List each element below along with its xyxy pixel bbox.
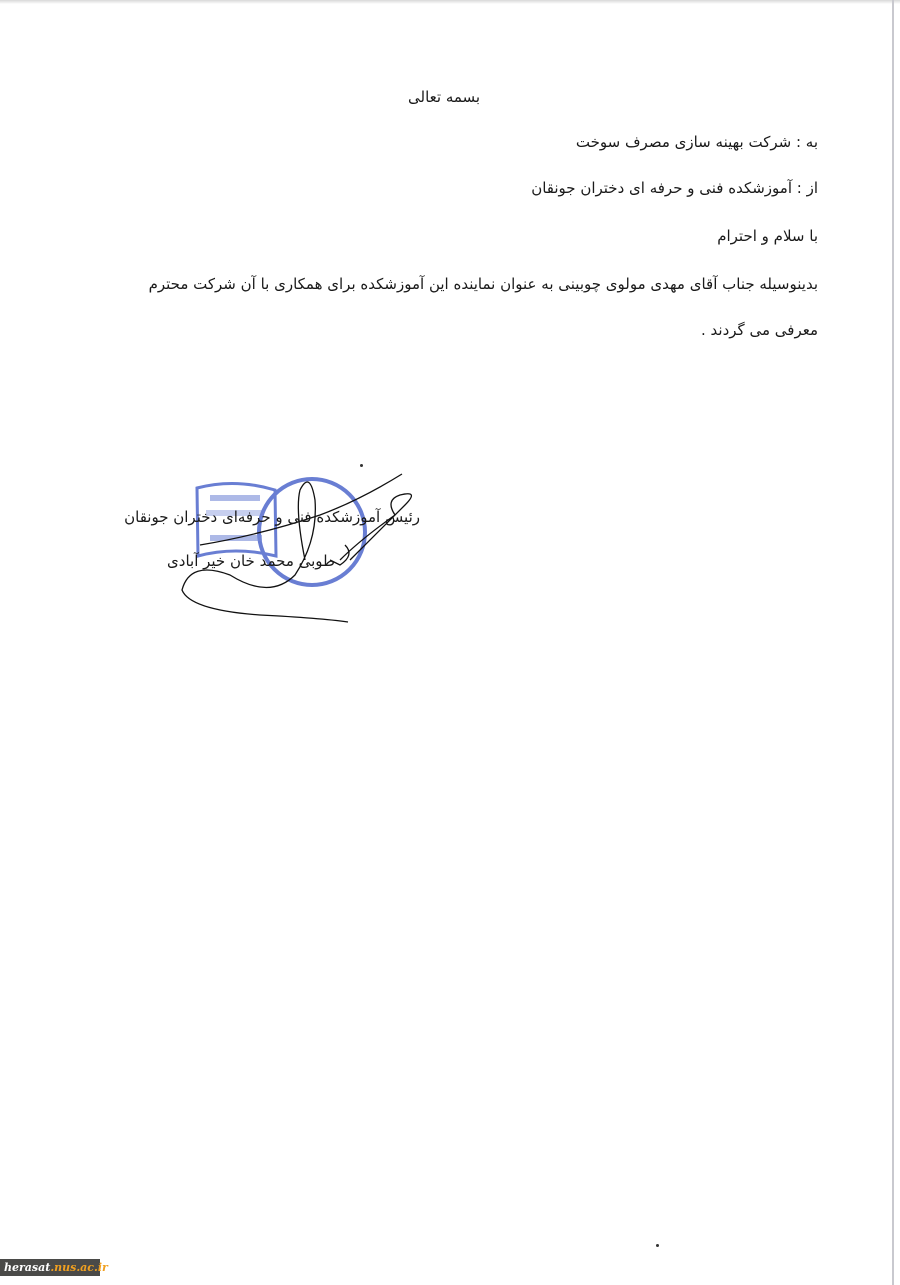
signatory-title: رئیس آموزشکده فنی و حرفه‌ای دختران جونقان (124, 508, 420, 526)
letter-body-line2: معرفی می گردند . (701, 321, 818, 339)
scan-speck (656, 1244, 659, 1247)
watermark-part2: .nus.ac.ir (50, 1261, 108, 1274)
signature (182, 474, 411, 622)
letter-body-line1: بدینوسیله جناب آقای مهدی مولوی چوبینی به عنوان نماینده این آموزشکده برای همکاری با آن شرکت محترم (148, 275, 818, 293)
scan-right-edge (892, 0, 894, 1285)
watermark-part1: herasat (4, 1261, 51, 1274)
letter-heading: بسمه تعالی (408, 88, 481, 106)
letter-greeting: با سلام و احترام (717, 227, 818, 245)
scan-speck (360, 464, 363, 467)
watermark (0, 1259, 108, 1276)
letter-to: به : شرکت بهینه سازی مصرف سوخت (575, 133, 818, 151)
scan-top-edge (0, 0, 900, 4)
letter-from: از : آموزشکده فنی و حرفه ای دختران جونقان (531, 179, 818, 197)
signatory-name: طوبی محمد خان خیر آبادی (167, 552, 335, 570)
